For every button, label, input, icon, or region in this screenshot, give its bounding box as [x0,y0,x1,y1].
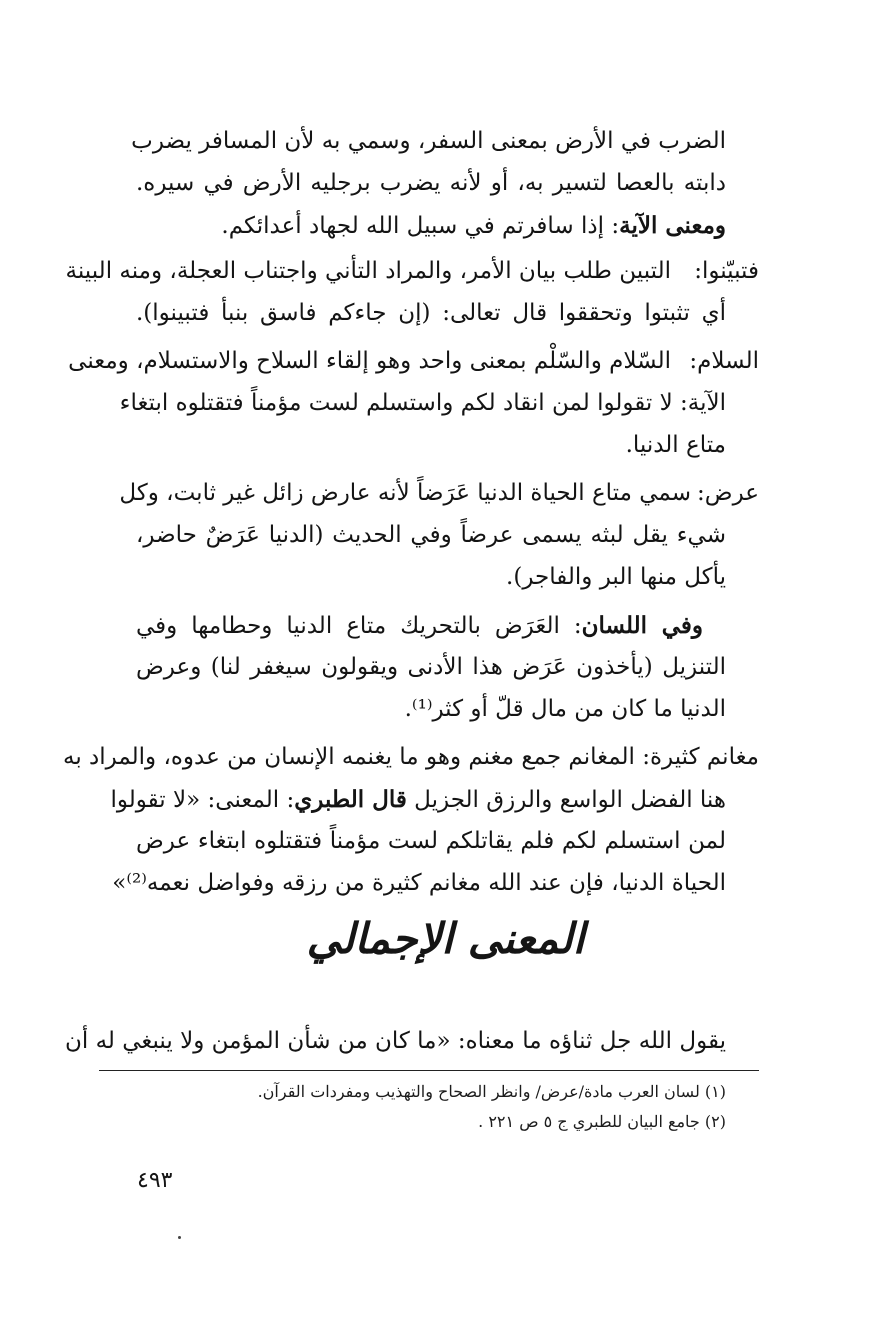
text-line: دابته بالعصا لتسير به، أو لأنه يضرب برجليه الأرض في سيره. [136,170,726,196]
footnote-1: (١) لسان العرب مادة/عرض/ وانظر الصحاح والتهذيب ومفردات القرآن. [257,1082,726,1101]
lisan-text: : العَرَض بالتحريك متاع الدنيا وحطامها وفي [136,613,582,639]
footnote-divider [99,1070,759,1071]
tabari-line [110,786,726,813]
verse-meaning-line [136,214,726,238]
text-line: الحياة الدنيا، فإن عند الله مغانم كثيرة من رزقه وفواضل نعمه⁽²⁾» [112,870,726,896]
term-arad: عرض: [697,480,759,506]
footnote-2: (٢) جامع البيان للطبري ج ٥ ص ٢٢١ . [478,1112,726,1131]
text-line: متاع الدنيا. [625,432,726,458]
text-line: لمن استسلم لكم فلم يقاتلكم لست مؤمناً فتقتلوه ابتغاء عرض [136,828,726,854]
text-line: سمي متاع الحياة الدنيا عَرَضاً لأنه عارض زائل غير ثابت، وكل [119,480,691,506]
lisan-label: وفي اللسان [581,612,704,639]
meaning-label: ومعنى الآية [619,212,726,239]
text-line: شيء يقل لبثه يسمى عرضاً وفي الحديث (الدنيا عَرَضٌ حاضر، [136,522,726,548]
term-assalam: السلام: [689,348,759,374]
text-line: التبين طلب بيان الأمر، والمراد التأني واجتناب العجلة، ومنه البينة [65,258,671,284]
text-line: الضرب في الأرض بمعنى السفر، وسمي به لأن المسافر يضرب [131,128,726,154]
text-line: مغانم كثيرة: المغانم جمع مغنم وهو ما يغنمه الإنسان من عدوه، والمراد به [62,744,759,770]
meaning-text: : إذا سافرتم في سبيل الله لجهاد أعدائكم. [221,213,620,239]
text-line: يأكل منها البر والفاجر). [506,564,726,590]
tabari-label: قال الطبري [294,786,407,813]
print-speck [178,1236,181,1239]
summary-line: يقول الله جل ثناؤه ما معناه: «ما كان من شأن المؤمن ولا ينبغي له أن [64,1028,726,1054]
lisan-line [136,614,726,638]
text-span: : المعنى: «لا تقولوا [110,787,295,813]
page-number: ٤٩٣ [137,1168,173,1193]
text-line: أي تثبتوا وتحققوا قال تعالى: (إن جاءكم فاسق بنبأ فتبينوا). [136,300,726,326]
section-heading: المعنى الإجمالي [306,914,585,963]
text-line: السّلام والسّلْم بمعنى واحد وهو إلقاء السلاح والاستسلام، ومعنى [68,348,671,374]
term-fatabayyanu: فتبيّنوا: [694,258,759,284]
text-line: الدنيا ما كان من مال قلّ أو كثر⁽¹⁾. [404,696,726,722]
text-line: الآية: لا تقولوا لمن انقاد لكم واستسلم لست مؤمناً فتقتلوه ابتغاء [119,390,726,416]
text-line: التنزيل (يأخذون عَرَض هذا الأدنى ويقولون سيغفر لنا) وعرض [136,654,726,680]
text-span: هنا الفضل الواسع والرزق الجزيل [406,787,726,813]
